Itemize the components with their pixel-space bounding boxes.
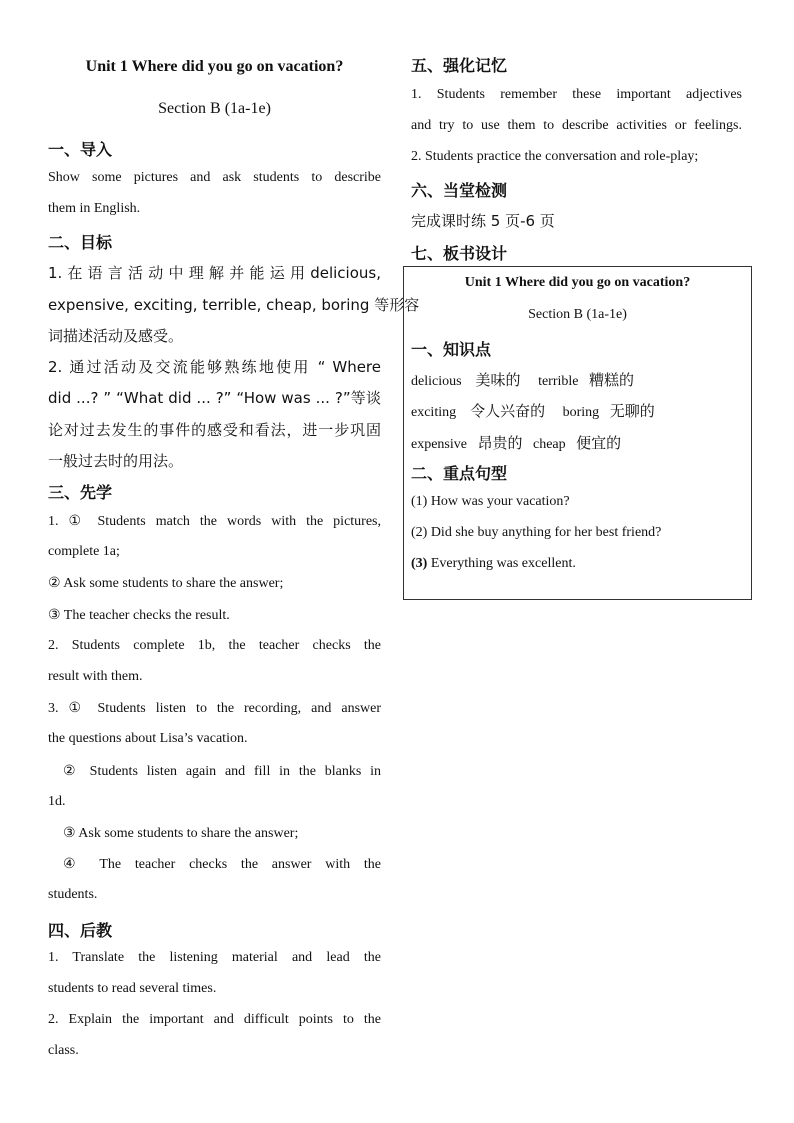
prelearn-line-8: the questions about Lisa’s vacation. [48,731,248,746]
goal-line-2: expensive, exciting, terrible, cheap, boring 等形容 [48,296,420,314]
vocab-row-3 [411,432,621,453]
prelearn-line-3: ② Ask some students to share the answer; [48,576,284,591]
prelearn-line-7: 3. ① Students listen to the recording, and answer [48,701,381,716]
goal-line-1: 1. 在 语 言 活 动 中 理 解 并 能 运 用 delicious, [48,264,381,282]
section-heading-board: 七、板书设计 [411,244,508,263]
vocab-word: boring [562,405,600,420]
section-heading-intro: 一、导入 [48,140,113,159]
vocab-row-2 [411,400,655,421]
intro-line-2: them in English. [48,201,141,216]
board-subtitle: Section B (1a-1e) [528,307,627,322]
vocab-word: terrible [538,374,579,389]
goal-line-3: 词描述活动及感受。 [48,327,184,345]
vocab-meaning: 美味的 [475,371,521,389]
sentence-3-text: Everything was excellent. [430,556,576,571]
teach-line-3: 2. Explain the important and difficult points to the [48,1012,381,1027]
page-subtitle: Section B (1a-1e) [158,100,271,117]
board-title: Unit 1 Where did you go on vacation? [464,275,691,290]
goal-line-4: 2. 通过活动及交流能够熟练地使用 “ Where [48,358,381,376]
reinforce-line-1: 1. Students remember these important adjectives [411,87,742,102]
teach-line-4: class. [48,1043,79,1058]
goal-line-6: 论对过去发生的事件的感受和看法，进一步巩固 [48,421,381,439]
page-title: Unit 1 Where did you go on vacation? [85,58,344,75]
sentence-1: (1) How was your vacation? [411,494,570,509]
vocab-meaning: 昂贵的 [477,434,523,452]
board-heading-sentences: 二、重点句型 [411,464,508,483]
section-heading-prelearn: 三、先学 [48,483,113,502]
prelearn-line-2: complete 1a; [48,544,120,559]
vocab-row-1 [411,369,634,390]
intro-line-1: Show some pictures and ask students to describe [48,170,381,185]
vocab-meaning: 糟糕的 [588,371,634,389]
vocab-word: cheap [533,437,566,452]
section-heading-test: 六、当堂检测 [411,181,508,200]
prelearn-line-6: result with them. [48,669,143,684]
prelearn-line-5: 2. Students complete 1b, the teacher checks the [48,638,381,653]
teach-line-1: 1. Translate the listening material and lead the [48,950,381,965]
section-heading-teach: 四、后教 [48,921,113,940]
reinforce-line-3: 2. Students practice the conversation and role-play; [411,149,699,164]
board-design-box [403,266,752,600]
sentence-2: (2) Did she buy anything for her best friend? [411,525,662,540]
test-line-1: 完成课时练 5 页-6 页 [411,212,555,230]
vocab-meaning: 便宜的 [576,434,622,452]
sentence-3 [411,556,576,572]
vocab-meaning: 令人兴奋的 [470,402,546,420]
prelearn-line-4: ③ The teacher checks the result. [48,608,230,623]
vocab-word: exciting [411,405,457,420]
sentence-3-number: (3) [411,556,428,571]
vocab-word: delicious [411,374,462,389]
vocab-meaning: 无聊的 [609,402,655,420]
vocab-word: expensive [411,437,467,452]
prelearn-line-11: ③ Ask some students to share the answer; [63,826,299,841]
section-heading-goals: 二、目标 [48,233,113,252]
prelearn-line-1: 1. ① Students match the words with the pictures, [48,514,381,529]
reinforce-line-2: and try to use them to describe activities or feelings. [411,118,742,133]
prelearn-line-9: ② Students listen again and fill in the blanks in [63,764,381,779]
section-heading-reinforce: 五、强化记忆 [411,56,508,75]
prelearn-line-12: ④ The teacher checks the answer with the [63,857,381,872]
teach-line-2: students to read several times. [48,981,217,996]
prelearn-line-13: students. [48,887,98,902]
prelearn-line-10: 1d. [48,794,66,809]
board-heading-vocab: 一、知识点 [411,340,492,359]
goal-line-7: 一般过去时的用法。 [48,452,184,470]
goal-line-5: did ...? ” “What did ... ?” “How was ... ?”等谈 [48,389,381,407]
